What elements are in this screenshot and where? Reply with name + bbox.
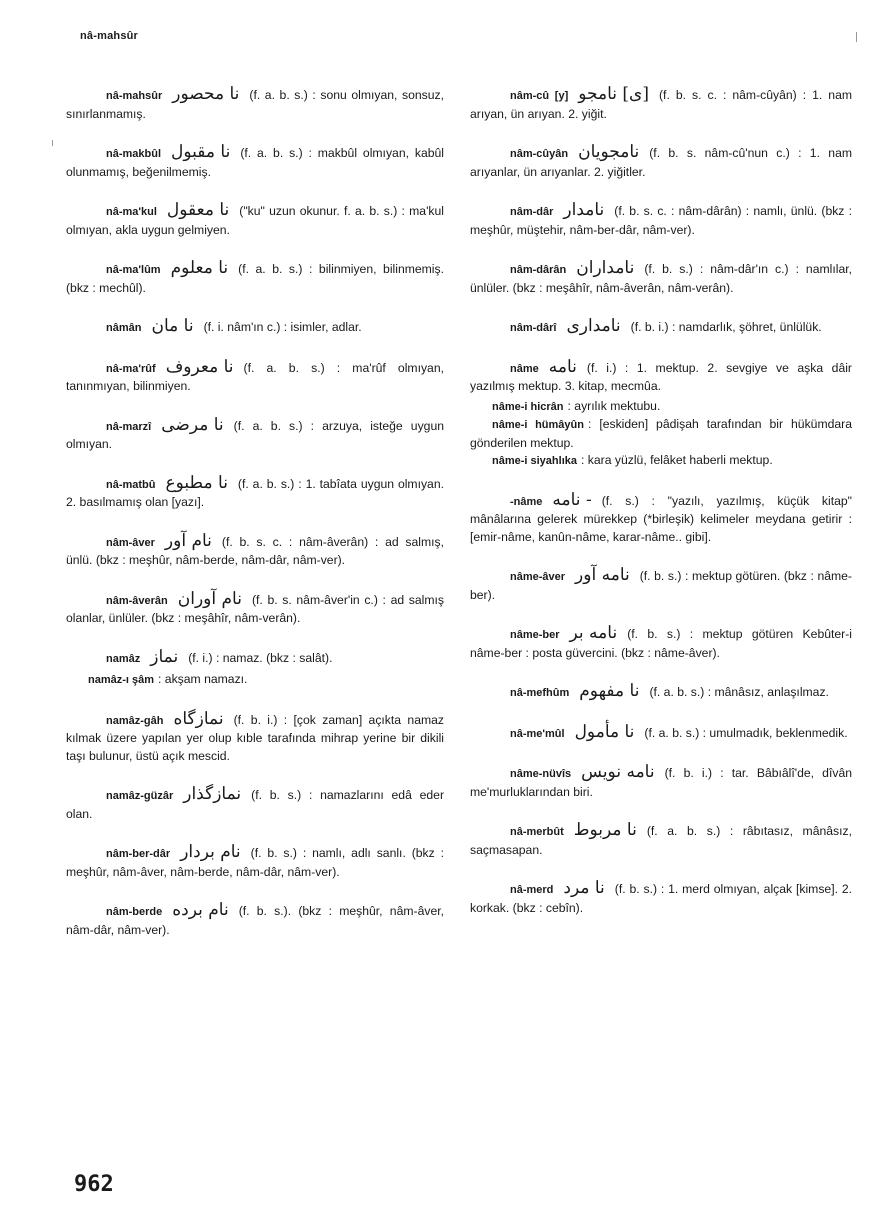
entry-arabic-script: نا معلوم bbox=[170, 258, 229, 278]
entry-arabic-script: نامه bbox=[548, 356, 577, 377]
entry-arabic-script: نا مقبول bbox=[171, 142, 231, 162]
dictionary-entry bbox=[66, 472, 444, 512]
entry-definition: (f. b. s.) : namazlarını edâ eder olan. bbox=[66, 788, 444, 821]
entry-headword: nâme bbox=[510, 362, 539, 375]
entry-definition: (f. i.) : 1. mektup. 2. sevgiye ve aşka dâir yazılmış mektup. 3. kitap, mecmûa. bbox=[470, 360, 852, 393]
dictionary-entry bbox=[66, 902, 444, 939]
entry-arabic-script: نا مفهوم bbox=[579, 681, 640, 701]
sub-entry-headword: nâme-i hicrân bbox=[492, 400, 564, 413]
entry-headword: nâm-berde bbox=[106, 906, 163, 918]
dictionary-entry bbox=[66, 588, 444, 628]
entry-headword: nâme-âver bbox=[510, 571, 566, 583]
dictionary-entry bbox=[470, 683, 852, 703]
sub-entry bbox=[470, 452, 852, 471]
dictionary-entry bbox=[66, 530, 444, 570]
dictionary-entry bbox=[470, 356, 852, 396]
dictionary-entry bbox=[66, 646, 444, 669]
entry-headword: nâm-dârân bbox=[510, 264, 567, 276]
entry-arabic-script: نام برده bbox=[172, 900, 229, 920]
entry-headword: nâmân bbox=[106, 322, 142, 334]
dictionary-entry bbox=[470, 318, 852, 338]
entry-headword: nâ-makbûl bbox=[106, 148, 162, 160]
dictionary-entry bbox=[66, 708, 444, 766]
dictionary-entry bbox=[66, 202, 444, 239]
entry-arabic-script: نا معروف bbox=[165, 356, 234, 377]
dictionary-entry bbox=[66, 260, 444, 297]
dictionary-entry bbox=[66, 356, 444, 396]
entry-headword: nâ-ma'kul bbox=[106, 206, 157, 218]
entry-arabic-script: نمازگذار bbox=[183, 784, 242, 804]
entry-definition: (f. b. s. nâm-âver'in c.) : ad salmış olanlar, ünlüler. (bkz : meşâhîr, nâm-verân). bbox=[66, 592, 444, 625]
entry-headword: nâ-mahsûr bbox=[106, 90, 163, 102]
entry-headword: nâ-merd bbox=[510, 884, 554, 896]
entry-headword: nâm-cû [y] bbox=[510, 90, 569, 102]
entry-definition: (f. a. b. s.) : arzuya, isteğe uygun olmıyan. bbox=[66, 418, 444, 451]
entry-definition: (f. a. b. s.) : sonu olmıyan, sonsuz, sınırlanmamış. bbox=[66, 88, 444, 121]
entry-headword: namâz-gâh bbox=[106, 714, 164, 727]
entry-definition: (f. a. b. s.) : 1. tabîata uygun olmıyan. 2. basılmamış olan [yazı]. bbox=[66, 476, 444, 509]
entry-headword: namâz-güzâr bbox=[106, 790, 174, 802]
entry-definition: (f. a. b. s.) : bilinmiyen, bilinmemiş. (bkz : mechûl). bbox=[66, 262, 444, 295]
entry-definition: (f. b. s. c. : nâm-dârân) : namlı, ünlü. (bkz : meşhûr, müştehir, nâm-ber-dâr, nâm-ver). bbox=[470, 204, 852, 237]
dictionary-entry bbox=[66, 844, 444, 881]
left-column bbox=[66, 86, 444, 960]
entry-headword: nâ-ma'lûm bbox=[106, 264, 161, 276]
margin-mark bbox=[52, 140, 53, 146]
entry-arabic-script: نامدار bbox=[563, 200, 605, 220]
running-head: nâ-mahsûr bbox=[80, 30, 139, 42]
sub-entry-definition: : akşam namazı. bbox=[158, 672, 248, 686]
sub-entry-headword: nâme-i siyahlıka bbox=[492, 455, 577, 467]
entry-arabic-script: نمازگاه bbox=[173, 708, 224, 729]
entry-headword: nâ-merbût bbox=[510, 826, 564, 838]
entry-definition: (f. a. b. s.) : mânâsız, anlaşılmaz. bbox=[649, 685, 829, 699]
entry-arabic-script: نامداری bbox=[566, 316, 621, 336]
entry-definition: (f. i.) : namaz. (bkz : salât). bbox=[188, 650, 333, 665]
entry-arabic-script: نامجویان bbox=[578, 142, 640, 162]
entry-definition: (f. b. i.) : namdarlık, şöhret, ünlülük. bbox=[630, 320, 822, 334]
entry-arabic-script: نامه آور bbox=[575, 565, 630, 585]
entry-arabic-script: نام آوران bbox=[177, 588, 242, 609]
entry-arabic-script: نا مان bbox=[151, 316, 194, 336]
dictionary-entry bbox=[470, 567, 852, 604]
dictionary-entry bbox=[470, 625, 852, 662]
entry-headword: nâm-âverân bbox=[106, 594, 168, 607]
entry-headword: nâm-dârî bbox=[510, 322, 557, 334]
sub-entry bbox=[66, 671, 444, 690]
sub-entry bbox=[470, 416, 852, 452]
entry-arabic-script: نامداران bbox=[576, 258, 635, 278]
entry-definition: (f. s.) : "yazılı, yazılmış, küçük kitap" mânâlarına gelerek mürekkep (*birleşik) kelimeler meydana getirir : [emir-nâme, kanûn-nâme, karar-nâme.. gibi]. bbox=[470, 493, 852, 544]
entry-headword: nâme-nüvîs bbox=[510, 768, 572, 780]
dictionary-entry bbox=[470, 721, 852, 744]
sub-entry-definition: : [eskiden] pâdişah tarafından bir hükümdara gönderilen mektup. bbox=[470, 417, 853, 450]
entry-headword: nâ-marzî bbox=[106, 420, 152, 433]
entry-definition: (f. b. s.) : nâm-dâr'ın c.) : namlılar, ünlüler. (bkz : meşâhîr, nâm-âverân, nâm-verân). bbox=[470, 262, 852, 295]
dictionary-entry bbox=[66, 414, 444, 454]
dictionary-entry bbox=[470, 880, 852, 917]
entry-arabic-script: نام بردار bbox=[180, 842, 241, 862]
entry-definition: (f. b. i.) : tar. Bâbıâlî'de, dîvân me'murluklarından biri. bbox=[470, 766, 852, 799]
dictionary-entry bbox=[66, 786, 444, 823]
entry-definition: (f. b. s. c. : nâm-cûyân) : 1. nam arıyan, ün arıyan. 2. yiğit. bbox=[470, 88, 852, 121]
entry-headword: nâ-ma'rûf bbox=[106, 362, 156, 375]
entry-arabic-script: نا مربوط bbox=[573, 820, 637, 840]
right-column bbox=[470, 86, 852, 938]
entry-headword: nâm-dâr bbox=[510, 206, 554, 218]
entry-definition: (f. a. b. s.) : ma'rûf olmıyan, tanınmıyan, bilinmiyen. bbox=[66, 360, 444, 393]
entry-definition: (f. b. i.) : [çok zaman] açıkta namaz kılmak üzere yapılan yer olup kıble tarafında mihrap yerine bir dikili taşı bulunur, üstü açık mescid. bbox=[66, 712, 444, 763]
entry-arabic-script: نام آور bbox=[164, 530, 212, 551]
sub-entry-headword: nâme-i hümâyûn bbox=[492, 419, 584, 431]
entry-definition: (f. b. s. nâm-cû'nun c.) : 1. nam arıyanlar, ün arıyanlar. 2. yiğitler. bbox=[470, 146, 852, 179]
dictionary-entry bbox=[66, 318, 444, 338]
margin-mark bbox=[856, 32, 857, 42]
entry-headword: nâ-mefhûm bbox=[510, 687, 570, 699]
entry-definition: (f. b. s.) : mektup götüren. (bkz : nâme-ber). bbox=[470, 569, 852, 602]
dictionary-entry bbox=[470, 86, 852, 123]
entry-definition: (f. b. s.). (bkz : meşhûr, nâm-âver, nâm-dâr, nâm-ver). bbox=[66, 904, 444, 937]
entry-arabic-script: نامه بر bbox=[569, 623, 618, 643]
entry-headword: nâme-ber bbox=[510, 629, 560, 641]
dictionary-entry bbox=[470, 144, 852, 181]
page-number: 962 bbox=[74, 1172, 114, 1197]
dictionary-entry bbox=[66, 86, 444, 123]
entry-definition: (f. a. b. s.) : makbûl olmıyan, kabûl olunmamış, beğenilmemiş. bbox=[66, 146, 444, 179]
entry-arabic-script: نا محصور bbox=[172, 84, 240, 104]
entry-headword: namâz bbox=[106, 652, 141, 665]
sub-entry bbox=[470, 398, 852, 417]
dictionary-entry bbox=[470, 822, 852, 859]
entry-definition: (f. a. b. s.) : râbıtasız, mânâsız, saçmasapan. bbox=[470, 824, 852, 857]
entry-headword: nâm-cûyân bbox=[510, 148, 569, 160]
entry-arabic-script: نا مرد bbox=[563, 878, 605, 898]
entry-arabic-script: نا مأمول bbox=[574, 721, 635, 742]
entry-arabic-script: نا مرضی bbox=[161, 414, 224, 435]
entry-headword: nâm-âver bbox=[106, 536, 155, 549]
entry-definition: (f. a. b. s.) : umulmadık, beklenmedik. bbox=[644, 725, 848, 740]
entry-arabic-script: [ی] نامجو bbox=[578, 84, 649, 104]
dictionary-entry bbox=[66, 144, 444, 181]
entry-definition: (f. b. s.) : mektup götüren Kebûter-i nâme-ber : posta güvercini. (bkz : nâme-âver). bbox=[470, 627, 852, 660]
entry-arabic-script: نا معقول bbox=[166, 200, 230, 220]
dictionary-entry bbox=[470, 489, 852, 547]
dictionary-entry bbox=[470, 260, 852, 297]
entry-definition: (f. b. s.) : 1. merd olmıyan, alçak [kimse]. 2. korkak. (bkz : cebîn). bbox=[470, 882, 852, 915]
dictionary-entry bbox=[470, 202, 852, 239]
sub-entry-headword: namâz-ı şâm bbox=[88, 674, 155, 686]
entry-arabic-script: نا مطبوع bbox=[165, 472, 228, 493]
entry-definition: ("ku" uzun okunur. f. a. b. s.) : ma'kul olmıyan, akla uygun gelmiyen. bbox=[66, 204, 444, 237]
entry-headword: nâ-me'mûl bbox=[510, 727, 565, 740]
sub-entry-definition: : kara yüzlü, felâket haberli mektup. bbox=[581, 453, 773, 467]
entry-headword: nâm-ber-dâr bbox=[106, 848, 171, 860]
dictionary-entry bbox=[470, 764, 852, 801]
entry-definition: (f. i. nâm'ın c.) : isimler, adlar. bbox=[203, 320, 362, 334]
entry-arabic-script: - نامه bbox=[552, 489, 592, 510]
sub-entry-definition: : ayrılık mektubu. bbox=[567, 398, 661, 413]
entry-headword: -nâme bbox=[510, 495, 543, 508]
entry-definition: (f. b. s. c. : nâm-âverân) : ad salmış, ünlü. (bkz : meşhûr, nâm-berde, nâm-dâr, nâm-ver). bbox=[66, 534, 444, 567]
entry-arabic-script: نامه نویس bbox=[581, 762, 655, 782]
entry-headword: nâ-matbû bbox=[106, 478, 156, 491]
entry-definition: (f. b. s.) : namlı, adlı sanlı. (bkz : meşhûr, nâm-âver, nâm-berde, nâm-dâr, nâm-ver). bbox=[66, 846, 444, 879]
entry-arabic-script: نماز bbox=[150, 646, 179, 667]
